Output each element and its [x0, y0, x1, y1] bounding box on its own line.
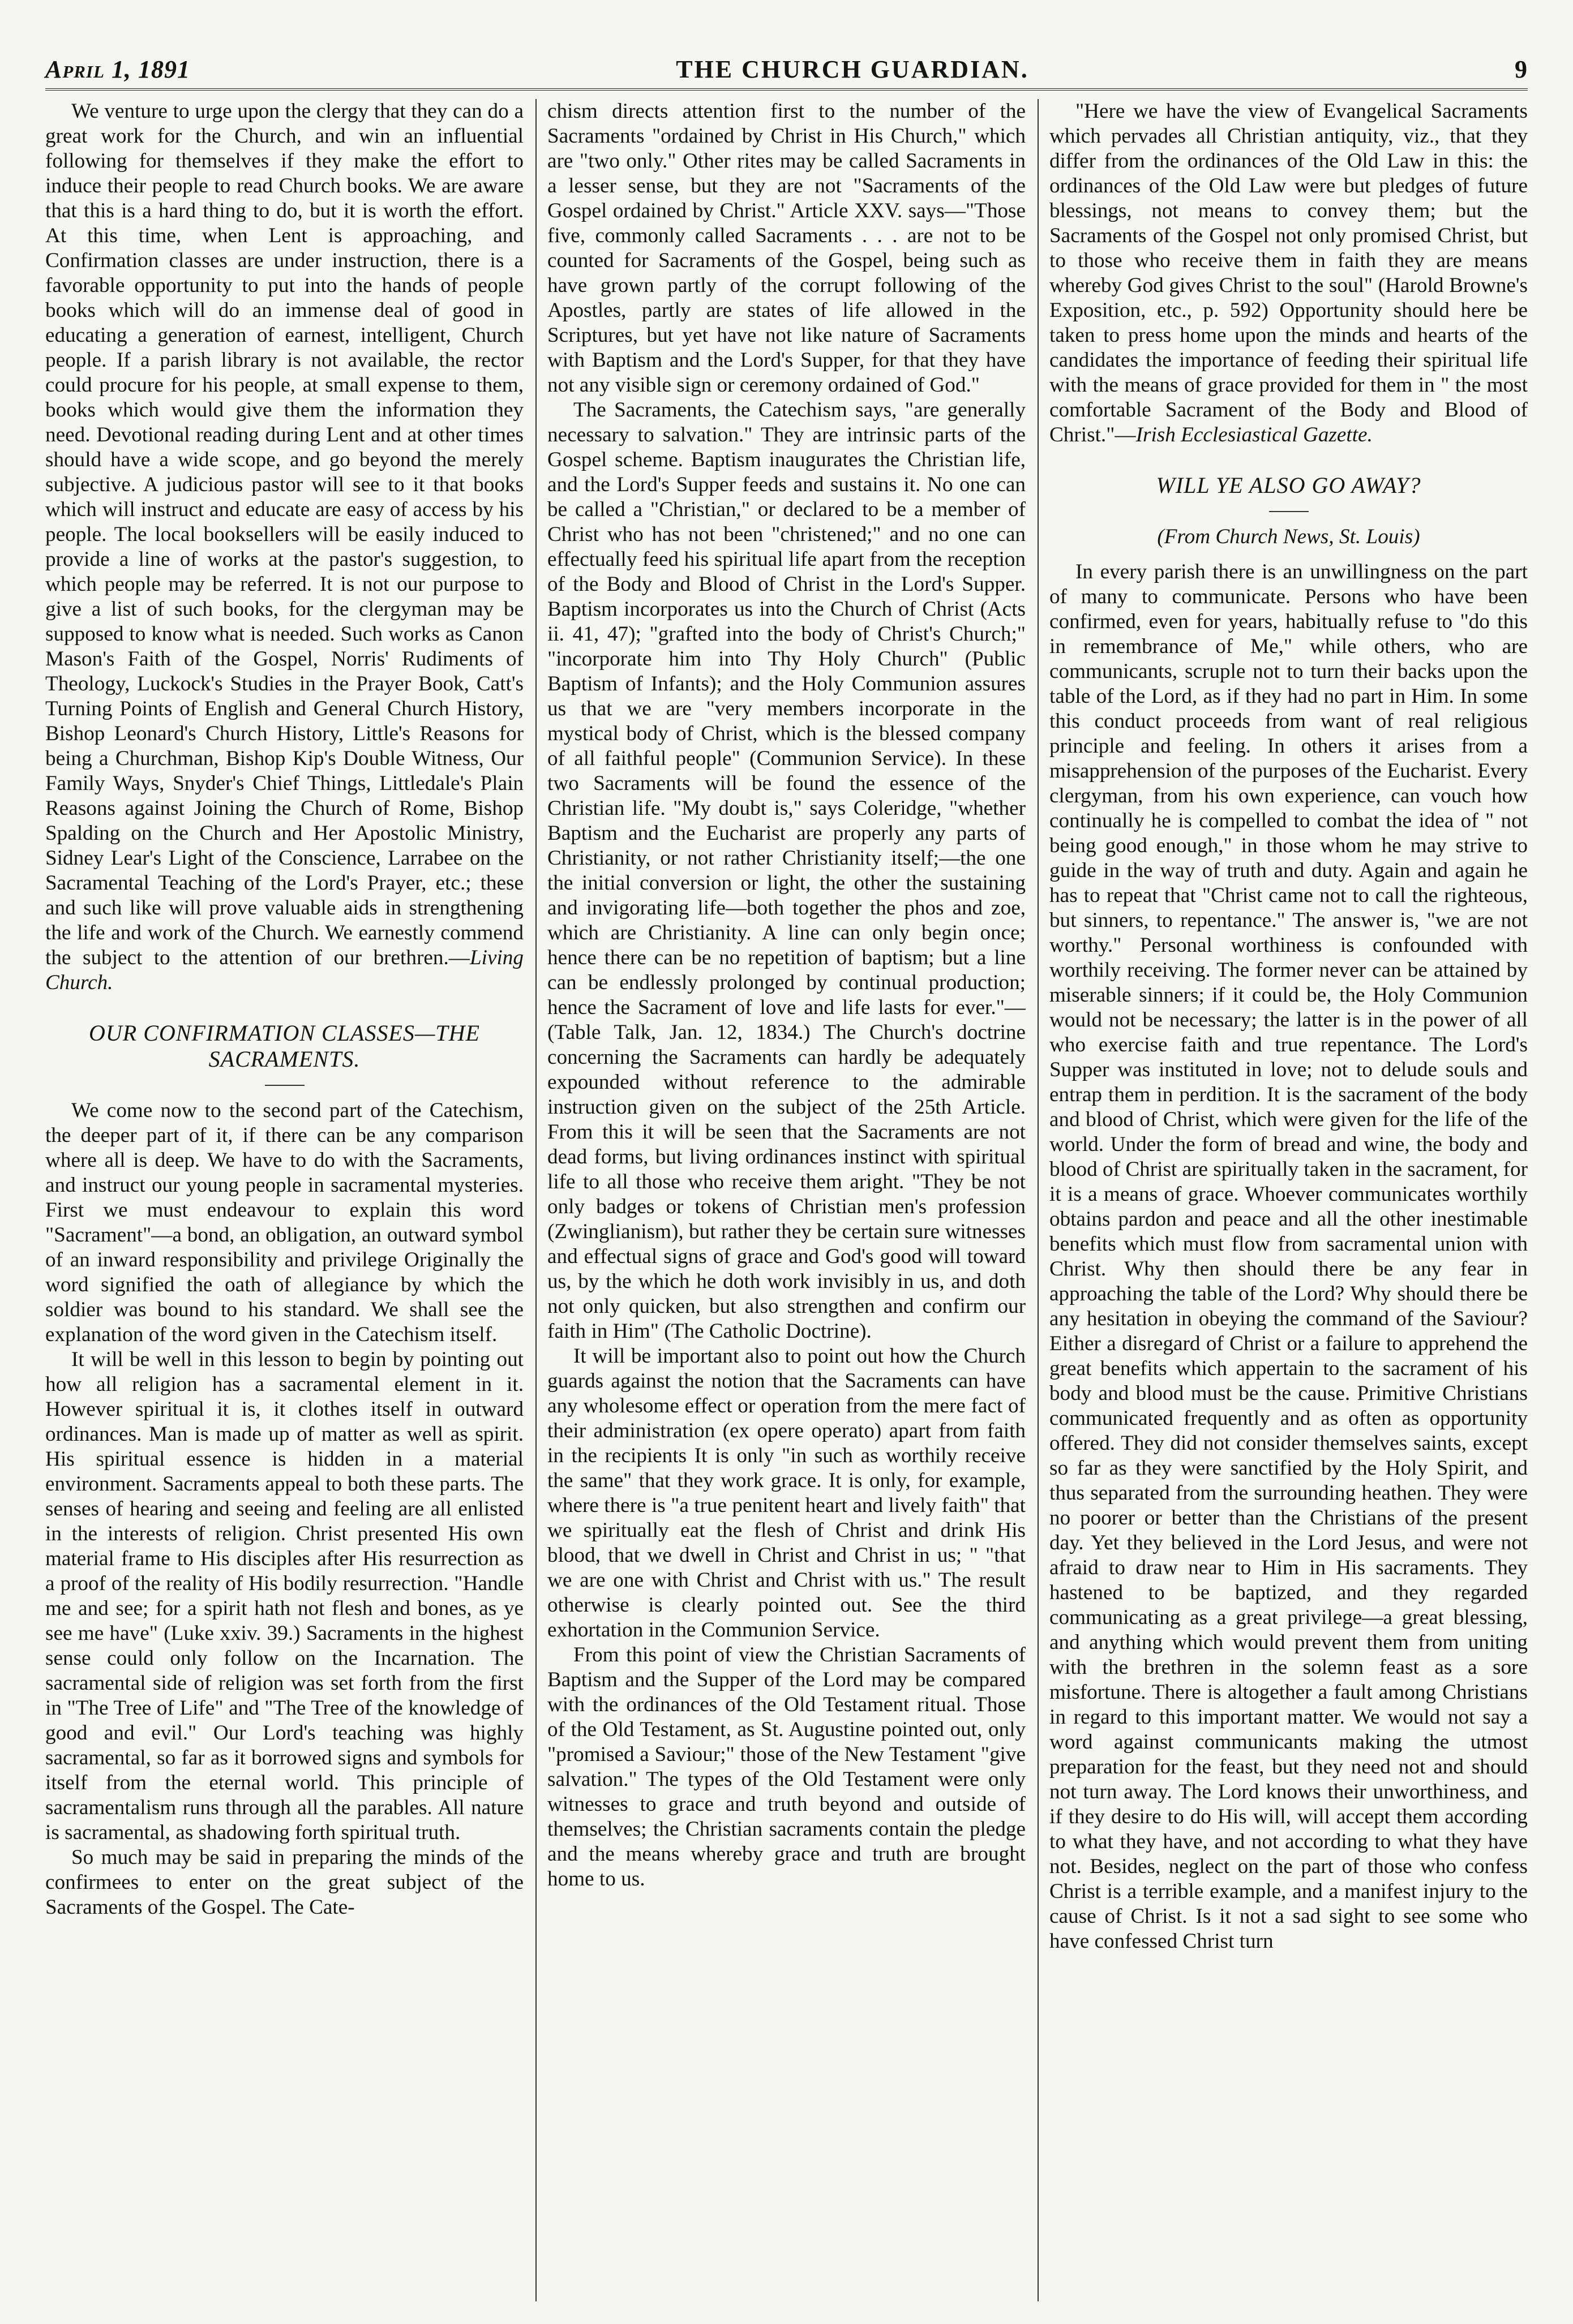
article-paragraph: The Sacraments, the Catechism says, "are generally necessary to salvation." They are intrinsic parts of the Gospel scheme. Baptism inaugurates the Christian life, and the Lord's Supper feeds and sustains it. No one can be called a "Christian," or declared to be a member of Christ who has not been "christened;" and no one can effectually feed his spiritual life apart from the reception of the Body and Blood of Christ in the Lord's Supper. Baptism incorporates us into the Church of Christ (Acts ii. 41, 47); "grafted into the body of Christ's Church;" "incorporate him into Thy Holy Church" (Public Baptism of Infants); and the Holy Communion assures us that we are "very members incorporate in the mystical body of Christ, which is the blessed company of all faithful people" (Communion Service). In these two Sacraments will be found the essence of the Christian life. "My doubt is," says Coleridge, "whether Baptism and the Eucharist are properly any parts of Christianity, or not rather Christianity itself;—the one the initial conversion or light, the other the sustaining and invigorating life—both together the phos and zoe, which are Christianity. A line can only begin once; hence there can be no repetition of baptism; but a line can be endlessly prolonged by continual production; hence the Sacrament of love and life lasts for ever."—(Table Talk, Jan. 12, 1834.) The Church's doctrine concerning the Sacraments can hardly be adequately expounded without reference to the admirable instruction given on the subject of the 25th Article. From this it will be seen that the Sacraments are not dead forms, but living ordinances instinct with spiritual life to all those who receive them aright. "They be not only badges or tokens of Christian men's profession (Zwinglianism), but rather they be certain sure witnesses and effectual signs of grace and God's good will toward us, by the which he doth work invisibly in us, and doth not only quicken, but also strengthen and confirm our faith in Him" (The Catholic Doctrine). [547, 398, 1026, 1343]
column-rule [1038, 99, 1039, 2301]
column-3 [1049, 99, 1528, 2301]
article-paragraph: We come now to the second part of the Catechism, the deeper part of it, if there can be any comparison where all is deep. We have to do with the Sacraments, and instruct our young people in sacramental mysteries. First we must endeavour to explain this word "Sacrament"—a bond, an obligation, an outward symbol of an inward responsibility and privilege Originally the word signified the oath of allegiance by which the soldier was bound to his standard. We shall see the explanation of the word given in the Catechism itself. [45, 1099, 524, 1346]
source-attribution: Irish Ecclesiastical Gazette. [1135, 423, 1373, 446]
article-paragraph [1049, 99, 1528, 448]
article-byline: (From Church News, St. Louis) [1157, 525, 1420, 548]
header-rule [45, 88, 1528, 91]
heading-rule [1269, 511, 1309, 512]
article-paragraph: chism directs attention first to the number of the Sacraments "ordained by Christ in His Church," which are "two only." Other rites may be called Sacraments in a lesser sense, but they are not "Sacraments of the Gospel ordained by Christ." Article XXV. says—"Those five, commonly called Sacraments . . . are not to be counted for Sacraments of the Gospel, being such as have grown partly of the corrupt following of the Apostles, partly are states of life allowed in the Scriptures, but yet have not like nature of Sacraments with Baptism and the Lord's Supper, for that they have not any visible sign or ceremony ordained of God." [547, 100, 1026, 397]
article-paragraph: So much may be said in preparing the minds of the confirmees to enter on the great subject of the Sacraments of the Gospel. The Cate- [45, 1846, 524, 1919]
article-heading: WILL YE ALSO GO AWAY? [1156, 472, 1421, 498]
heading-rule [265, 1085, 305, 1086]
column-2 [547, 99, 1026, 2301]
masthead-title: THE CHURCH GUARDIAN. [676, 55, 1029, 83]
page-number: 9 [1514, 55, 1528, 83]
text-columns [45, 99, 1528, 2301]
paragraph-text: We venture to urge upon the clergy that they can do a great work for the Church, and win an influential following for themselves if they make the effort to induce their people to read Church books. We are aware that this is a hard thing to do, but it is worth the effort. At this time, when Lent is approaching, and Confirmation classes are under instruction, there is a favorable opportunity to put into the hands of people books which will do an immense deal of good in educating a generation of earnest, intelligent, Church people. If a parish library is not available, the rector could procure for his people, at small expense to them, books which would give them the information they need. Devotional reading during Lent and at other times should have a wide scope, and go beyond the merely subjective. A judicious pastor will see to it that books which will instruct and educate are easy of access by his people. The local booksellers will be easily induced to provide a line of works at the pastor's suggestion, to which people may be referred. It is not our purpose to give a list of such books, for the clergyman may be supposed to know what is needed. Such works as Canon Mason's Faith of the Gospel, Norris' Rudiments of Theology, Luckock's Studies in the Prayer Book, Catt's Turning Points of English and General Church History, Bishop Leonard's Church History, Little's Reasons for being a Churchman, Bishop Kip's Double Witness, Our Family Ways, Snyder's Chief Things, Littledale's Plain Reasons against Joining the Church of Rome, Bishop Spalding on the Church and Her Apostolic Ministry, Sidney Lear's Light of the Conscience, Larrabee on the Sacramental Teaching of the Lord's Prayer, etc.; these and such like will prove valuable aids in strengthening the life and work of the Church. We earnestly commend the subject to the attention of our brethren.— [45, 100, 524, 969]
paragraph-text: "Here we have the view of Evangelical Sacraments which pervades all Christian antiquity, viz., that they differ from the ordinances of the Old Law in this: the ordinances of the Old Law were but pledges of future blessings, not means to convey them; but the Sacraments of the Gospel not only promised Christ, but to those who receive them in faith they are means whereby God gives Christ to the soul" (Harold Browne's Exposition, etc., p. 592) Opportunity should here be taken to press home upon the minds and hearts of the candidates the importance of feeding their spiritual life with the means of grace provided for them in " the most comfortable Sacrament of the Body and Blood of Christ."— [1049, 100, 1528, 446]
article-heading: OUR CONFIRMATION CLASSES—THE SACRAMENTS. [89, 1020, 480, 1072]
article-paragraph: From this point of view the Christian Sacraments of Baptism and the Supper of the Lord may be compared with the ordinances of the Old Testament ritual. Those of the Old Testament, as St. Augustine pointed out, only "promised a Saviour;" those of the New Testament "give salvation." The types of the Old Testament were only witnesses to grace and truth beyond and outside of themselves; the Christian sacraments contain the pledge and the means whereby grace and truth are brought home to us. [547, 1643, 1026, 1891]
issue-date: April 1, 1891 [45, 55, 190, 83]
article-church-books-paragraph [45, 99, 524, 995]
source-attribution: Living Church. [45, 946, 524, 994]
running-head [45, 44, 1528, 84]
column-1 [45, 99, 524, 2301]
article-paragraph: In every parish there is an unwillingness on the part of many to communicate. Persons who have been confirmed, even for years, habitually refuse to "do this in remembrance of Me," while others, who are communicants, scruple not to turn their backs upon the table of the Lord, as if they had no part in Him. In some this conduct proceeds from want of real religious principle and feeling. In others it arises from a misapprehension of the purposes of the Eucharist. Every clergyman, from his own experience, can vouch how continually he is compelled to combat the idea of " not being good enough," in those whom he may strive to guide in the way of truth and duty. Again and again he has to repeat that "Christ came not to call the righteous, but sinners, to repentance." The answer is, "we are not worthy." Personal worthiness is confounded with worthily receiving. The former never can be attained by miserable sinners; if it could be, the Holy Communion would not be necessary; the latter is in the power of all who exercise faith and true repentance. The Lord's Supper was instituted in love; not to delude souls and entrap them in perdition. It is the sacrament of the body and blood of Christ, which were given for the life of the world. Under the form of bread and wine, the body and blood of Christ are spiritually taken in the sacrament, for it is a means of grace. Whoever communicates worthily obtains pardon and peace and all the other inestimable benefits which must flow from sacramental union with Christ. Why then should there be any fear in approaching the table of the Lord? Why should there be any hesitation in obeying the command of the Saviour? Either a disregard of Christ or a failure to apprehend the great benefits which appertain to the sacrament of his body and blood must be the cause. Primitive Christians communicated frequently and as often as opportunity offered. They did not consider themselves saints, except so far as they were sanctified by the Holy Spirit, and thus separated from the surrounding heathen. They were no poorer or better than the Christians of the present day. Yet they believed in the Lord Jesus, and were not afraid to draw near to Him in His sacraments. They hastened to be baptized, and they regarded communicating as a great privilege—a great blessing, and anything which would prevent them from uniting with the brethren in the solemn feast as a sore misfortune. There is altogether a fault among Christians in regard to this important matter. We would not say a word against communicants making the utmost preparation for the feast, but they need not and should not turn away. The Lord knows their unworthiness, and if they desire to do His will, will accept them according to what they have, and not according to what they have not. Besides, neglect on the part of those who confess Christ is a terrible example, and a manifest injury to the cause of Christ. Is it not a sad sight to see some who have confessed Christ turn [1049, 560, 1528, 1953]
column-rule [535, 99, 537, 2301]
article-paragraph: It will be important also to point out how the Church guards against the notion that the Sacraments can have any wholesome effect or operation from the mere fact of their administration (ex opere operato) apart from faith in the recipients It is only "in such as worthily receive the same" that they work grace. It is only, for example, where there is "a true penitent heart and lively faith" that we spiritually eat the flesh of Christ and drink His blood, that we dwell in Christ and Christ in us; " "that we are one with Christ and Christ with us." The result otherwise is clearly pointed out. See the third exhortation in the Communion Service. [547, 1344, 1026, 1642]
article-paragraph: It will be well in this lesson to begin by pointing out how all religion has a sacramental element in it. However spiritual it is, it clothes itself in outward ordinances. Man is made up of matter as well as spirit. His spiritual essence is hidden in a material environment. Sacraments appeal to both these parts. The senses of hearing and seeing and feeling are all enlisted in the interests of religion. Christ presented His own material frame to His disciples after His resurrection as a proof of the reality of His bodily resurrection. "Handle me and see; for a spirit hath not flesh and bones, as ye see me have" (Luke xxiv. 39.) Sacraments in the highest sense could only follow on the Incarnation. The sacramental side of religion was set forth from the first in "The Tree of Life" and "The Tree of the knowledge of good and evil." Our Lord's teaching was highly sacramental, so far as it borrowed signs and symbols for itself from the eternal world. This principle of sacramentalism runs through all the parables. All nature is sacramental, as shadowing forth spiritual truth. [45, 1348, 524, 1844]
